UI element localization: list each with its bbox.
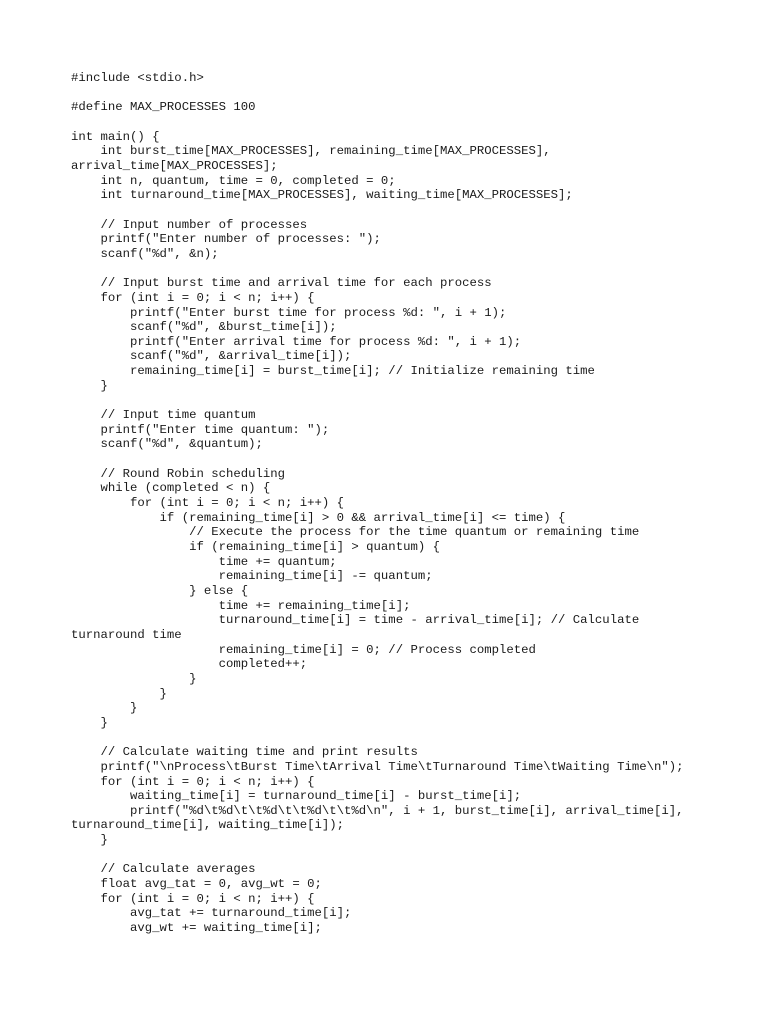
code-line: #include <stdio.h>	[71, 71, 204, 85]
code-line: #define MAX_PROCESSES 100	[71, 100, 256, 115]
code-line: scanf("%d", &n);	[71, 246, 219, 261]
code-line: for (int i = 0; i < n; i++) {	[71, 290, 315, 305]
code-line: scanf("%d", &quantum);	[71, 437, 263, 452]
code-line: remaining_time[i] = burst_time[i]; // Initialize remaining time	[71, 364, 595, 379]
code-line: // Input burst time and arrival time for each process	[71, 276, 492, 291]
code-line	[71, 115, 711, 130]
code-line: float avg_tat = 0, avg_wt = 0;	[71, 877, 322, 892]
code-line	[71, 262, 711, 277]
code-line	[71, 393, 711, 408]
code-line	[71, 203, 711, 218]
code-line	[71, 731, 711, 746]
code-line: int n, quantum, time = 0, completed = 0;	[71, 173, 396, 188]
code-line: for (int i = 0; i < n; i++) {	[71, 774, 315, 789]
code-line: scanf("%d", &arrival_time[i]);	[71, 349, 352, 364]
code-line	[71, 86, 711, 101]
code-line: // Round Robin scheduling	[71, 466, 286, 481]
code-line: printf("Enter number of processes: ");	[71, 232, 381, 247]
code-line: scanf("%d", &burst_time[i]);	[71, 320, 337, 335]
code-line	[71, 848, 711, 863]
code-line: }	[71, 686, 167, 701]
code-line: if (remaining_time[i] > 0 && arrival_time[i] <= time) {	[71, 510, 566, 525]
code-line: time += quantum;	[71, 554, 337, 569]
code-line: } else {	[71, 583, 249, 598]
code-line: // Input time quantum	[71, 408, 256, 423]
code-line: }	[71, 378, 108, 393]
code-line: printf("\nProcess\tBurst Time\tArrival Time\tTurnaround Time\tWaiting Time\n");	[71, 759, 684, 774]
code-line: for (int i = 0; i < n; i++) {	[71, 496, 345, 511]
code-line: avg_tat += turnaround_time[i];	[71, 906, 352, 921]
code-line: if (remaining_time[i] > quantum) {	[71, 540, 440, 554]
code-line: }	[71, 715, 108, 730]
code-line: // Calculate waiting time and print results	[71, 745, 418, 760]
code-line: // Input number of processes	[71, 217, 308, 232]
code-line: time += remaining_time[i];	[71, 598, 411, 613]
code-line: waiting_time[i] = turnaround_time[i] - burst_time[i];	[71, 789, 522, 804]
code-line: }	[71, 671, 197, 686]
code-line: // Execute the process for the time quantum or remaining time	[71, 525, 640, 540]
code-line: }	[71, 701, 138, 716]
code-line: printf("Enter burst time for process %d: ", i + 1);	[71, 305, 507, 320]
code-line: turnaround_time[i] = time - arrival_time[i]; // Calculate	[71, 613, 640, 628]
code-block	[71, 71, 711, 936]
code-line: for (int i = 0; i < n; i++) {	[71, 891, 315, 906]
code-line: int turnaround_time[MAX_PROCESSES], waiting_time[MAX_PROCESSES];	[71, 188, 573, 203]
code-line: arrival_time[MAX_PROCESSES];	[71, 158, 278, 173]
code-line: remaining_time[i] = 0; // Process completed	[71, 642, 536, 657]
code-line: turnaround time	[71, 627, 182, 642]
code-line: remaining_time[i] -= quantum;	[71, 569, 433, 584]
code-line: printf("Enter time quantum: ");	[71, 422, 330, 437]
code-line: turnaround_time[i], waiting_time[i]);	[71, 818, 345, 833]
code-line: printf("Enter arrival time for process %d: ", i + 1);	[71, 334, 522, 349]
code-line: int burst_time[MAX_PROCESSES], remaining_time[MAX_PROCESSES],	[71, 144, 551, 159]
code-line: }	[71, 833, 108, 848]
code-line: avg_wt += waiting_time[i];	[71, 921, 322, 936]
code-line: completed++;	[71, 657, 308, 672]
code-line: int main() {	[71, 129, 160, 144]
code-line: while (completed < n) {	[71, 481, 271, 496]
code-line	[71, 452, 711, 467]
code-line: // Calculate averages	[71, 862, 256, 877]
code-line: printf("%d\t%d\t\t%d\t\t%d\t\t%d\n", i + 1, burst_time[i], arrival_time[i],	[71, 803, 684, 818]
